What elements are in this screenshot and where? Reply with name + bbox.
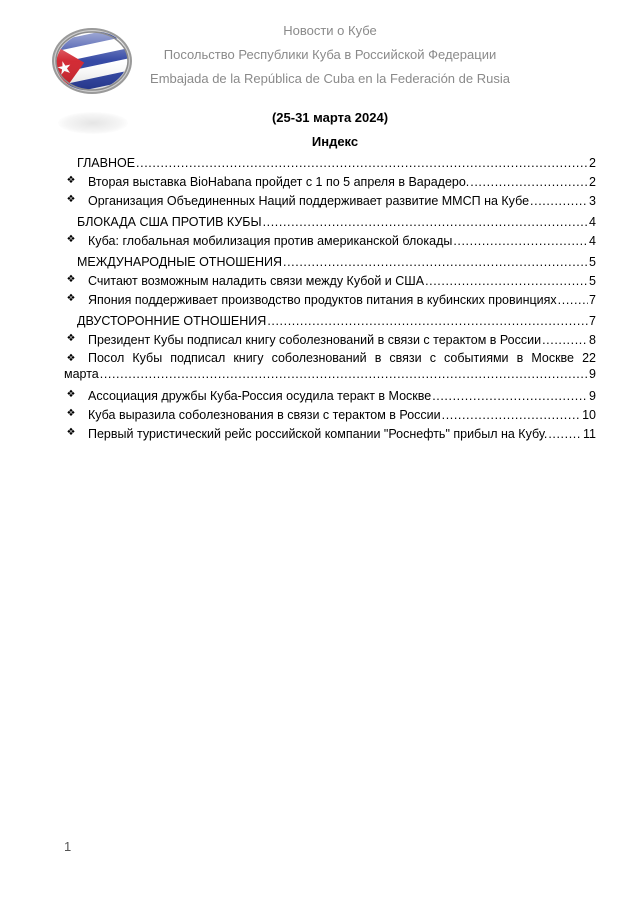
toc-entry[interactable] [64,211,596,232]
header-line-embassy-es: Embajada de la República de Cuba en la Federación de Rusia [150,71,510,86]
four-diamond-bullet-icon: ❖ [66,427,76,438]
toc-entry-word: 22 [582,351,596,365]
toc-entry-word: Москве [531,351,574,365]
toc-entry[interactable] [64,350,596,387]
toc-entry[interactable] [64,232,596,251]
toc-entry-page: 7 [589,314,596,328]
toc-entry-word: Посол [88,351,125,365]
toc-entry[interactable] [64,251,596,272]
toc-entry-word: в [374,351,382,365]
toc-entry[interactable] [64,331,596,350]
toc-entry-word: в [516,351,524,365]
four-diamond-bullet-icon: ❖ [66,274,76,285]
toc-entry-title: Организация Объединенных Наций поддерживает развитие ММСП на Кубе [88,194,530,208]
toc-entry-word: с [429,351,436,365]
dot-leader [548,427,582,441]
toc-entry-title: Вторая выставка BioHabana пройдет с 1 по 5 апреля в Варадеро. [88,175,470,189]
dot-leader [283,255,588,269]
toc-entry[interactable] [64,272,596,291]
toc-entry[interactable] [64,291,596,310]
page-number: 1 [64,839,72,854]
header-line-embassy-ru: Посольство Республики Куба в Российской Федерации [163,47,497,62]
index-title: Индекс [311,134,359,149]
toc-entry-word: событиями [444,351,509,365]
toc-entry-page: 5 [589,255,596,269]
toc-entry[interactable] [64,406,596,425]
toc-entry-title: Первый туристический рейс российской компании "Роснефть" прибыл на Кубу. [88,427,548,441]
dot-leader [425,274,588,288]
four-diamond-bullet-icon: ❖ [66,353,76,364]
toc-entry-page: 8 [589,333,596,347]
toc-entry-page: 9 [589,367,596,381]
four-diamond-bullet-icon: ❖ [66,389,76,400]
dot-leader [267,314,588,328]
four-diamond-bullet-icon: ❖ [66,194,76,205]
toc-entry[interactable] [64,310,596,331]
four-diamond-bullet-icon: ❖ [66,333,76,344]
toc-entry-word: связи [389,351,422,365]
toc-entry-page: 11 [583,427,596,441]
dot-leader [530,194,588,208]
toc-entry-page: 4 [589,215,596,229]
toc-entry-title-continued: марта [64,367,99,381]
toc-entry-title: Считают возможным наладить связи между Кубой и США [88,274,425,288]
table-of-contents [64,152,596,444]
dot-leader [542,333,588,347]
toc-entry-page: 10 [582,408,596,422]
toc-entry-page: 7 [589,293,596,307]
dot-leader [136,156,588,170]
four-diamond-bullet-icon: ❖ [66,408,76,419]
header-line-news: Новости о Кубе [283,23,377,38]
toc-entry-word: Кубы [132,351,163,365]
toc-entry-word: книгу [233,351,264,365]
toc-entry-title [88,351,596,365]
toc-entry-title: Ассоциация дружбы Куба-Россия осудила теракт в Москве [88,389,432,403]
toc-entry-word: соболезнований [271,351,367,365]
toc-entry-word: подписал [170,351,226,365]
dot-leader [558,293,588,307]
dot-leader [453,234,588,248]
toc-entry-page: 3 [589,194,596,208]
four-diamond-bullet-icon: ❖ [66,175,76,186]
dot-leader [263,215,588,229]
four-diamond-bullet-icon: ❖ [66,234,76,245]
toc-entry[interactable] [64,425,596,444]
cuban-flag-logo [50,26,134,96]
toc-entry-title: ГЛАВНОЕ [77,156,136,170]
toc-entry-title: МЕЖДУНАРОДНЫЕ ОТНОШЕНИЯ [77,255,283,269]
toc-entry-page: 2 [589,175,596,189]
toc-entry[interactable] [64,387,596,406]
dot-leader [470,175,588,189]
dot-leader [100,367,588,381]
toc-entry-title: БЛОКАДА США ПРОТИВ КУБЫ [77,215,262,229]
toc-entry-page: 4 [589,234,596,248]
cuban-flag-oval-logo-icon [50,26,134,96]
toc-entry-page: 2 [589,156,596,170]
dot-leader [442,408,581,422]
dot-leader [432,389,588,403]
toc-entry-title: Куба выразила соболезнования в связи с терактом в России [88,408,441,422]
toc-entry[interactable] [64,192,596,211]
toc-entry[interactable] [64,173,596,192]
toc-entry-title: Куба: глобальная мобилизация против американской блокады [88,234,453,248]
report-period: (25-31 марта 2024) [271,110,389,125]
toc-entry-title: Президент Кубы подписал книгу соболезнований в связи с терактом в России [88,333,542,347]
toc-entry-title: Япония поддерживает производство продуктов питания в кубинских провинциях [88,293,557,307]
toc-entry-page: 9 [589,389,596,403]
toc-entry[interactable] [64,152,596,173]
toc-entry-page: 5 [589,274,596,288]
toc-entry-title: ДВУСТОРОННИЕ ОТНОШЕНИЯ [77,314,267,328]
four-diamond-bullet-icon: ❖ [66,293,76,304]
